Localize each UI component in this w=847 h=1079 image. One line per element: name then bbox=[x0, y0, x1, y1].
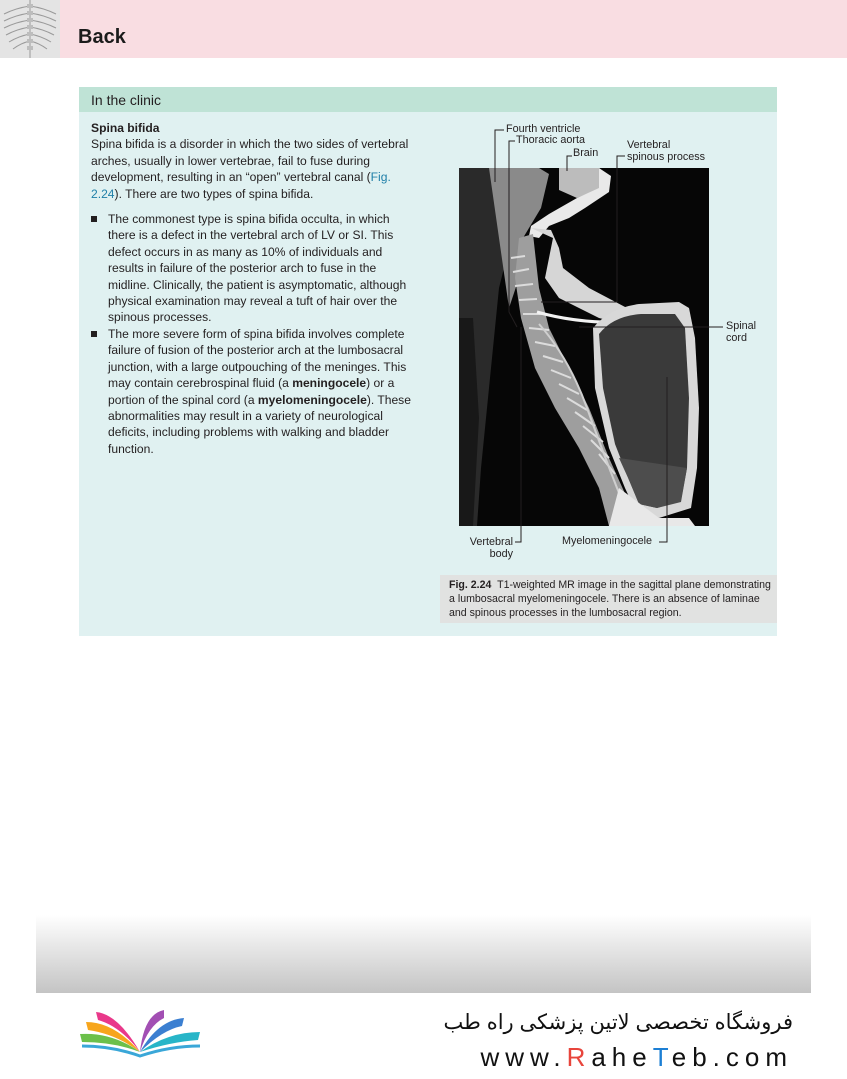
url-part: eb.com bbox=[671, 1042, 793, 1072]
section-subtitle: Spina bifida bbox=[91, 121, 160, 135]
box-title: In the clinic bbox=[91, 92, 162, 108]
label-brain: Brain bbox=[573, 147, 599, 159]
label-line: spinous process bbox=[627, 150, 706, 163]
chapter-title: Back bbox=[78, 26, 126, 48]
label-line: Spinal bbox=[726, 320, 757, 332]
url-part: T bbox=[652, 1042, 672, 1072]
intro-text: Spina bifida is a disorder in which the two sides of vertebral arches, usually in lower vertebrae, fail to fuse during development, resulting in an “open” vertebral canal ( bbox=[91, 137, 409, 185]
label-vertebral-body bbox=[468, 537, 513, 560]
bullet-text: The commonest type is spina bifida occulta, in which there is a defect in the vertebral arch of LV or SI. This defect occurs in as many as 10% of individuals and results in failure of the posterior arch to fuse in the midline. Clinically, the patient is asymptomatic, although physical examination may reveal a tuft of hair over the spinous processes. bbox=[108, 212, 407, 325]
figure-link[interactable]: Fig. 2.24 bbox=[91, 170, 391, 201]
caption-body: T1-weighted MR image in the sagittal plane demonstrating a lumbosacral myelomeningocele. There is an absence of laminae and spinous processes in the lumbosacral region. bbox=[449, 579, 771, 619]
bullet-text: The more severe form of spina bifida involves complete failure of fusion of the posterior arch at the lumbosacral junction, with a large outpouching of the meninges. This may contain cerebrospinal fluid (a bbox=[108, 326, 407, 391]
label-thoracic-aorta: Thoracic aorta bbox=[516, 134, 586, 146]
in-the-clinic-box bbox=[79, 87, 777, 636]
store-name: فروشگاه تخصصی لاتین پزشکی راه طب bbox=[443, 1011, 793, 1034]
label-line: Vertebral bbox=[627, 139, 671, 151]
term-myelomeningocele: myelomeningocele bbox=[257, 392, 367, 407]
url-part: R bbox=[566, 1042, 592, 1072]
book-logo-icon bbox=[78, 1008, 204, 1060]
caption-number: Fig. 2.24 bbox=[449, 579, 492, 591]
footer-shadow bbox=[36, 915, 811, 993]
label-line: Vertebral bbox=[469, 536, 513, 548]
label-fourth-ventricle: Fourth ventricle bbox=[506, 123, 581, 135]
label-line: cord bbox=[726, 331, 748, 344]
label-vertebral-spinous-process bbox=[627, 140, 705, 163]
website-url[interactable] bbox=[438, 1042, 793, 1073]
label-spinal-cord bbox=[726, 321, 756, 344]
term-meningocele: meningocele bbox=[292, 376, 367, 391]
leader-lines bbox=[79, 87, 777, 636]
url-part: www. bbox=[480, 1042, 567, 1072]
skeleton-thumbnail-icon bbox=[0, 0, 60, 58]
label-line: body bbox=[489, 547, 513, 560]
figure-caption bbox=[440, 575, 777, 623]
page-header bbox=[0, 0, 847, 58]
label-myelomeningocele: Myelomeningocele bbox=[562, 535, 653, 547]
url-part: ahe bbox=[591, 1042, 653, 1072]
bullet-text: ) or a portion of the spinal cord (a bbox=[108, 376, 395, 407]
bullet-text: ). These abnormalities may result in a variety of neurological deficits, including problems with walking and bladder function. bbox=[108, 392, 411, 456]
intro-text-end: ). There are two types of spina bifida. bbox=[114, 186, 314, 201]
caption-text bbox=[449, 578, 775, 620]
